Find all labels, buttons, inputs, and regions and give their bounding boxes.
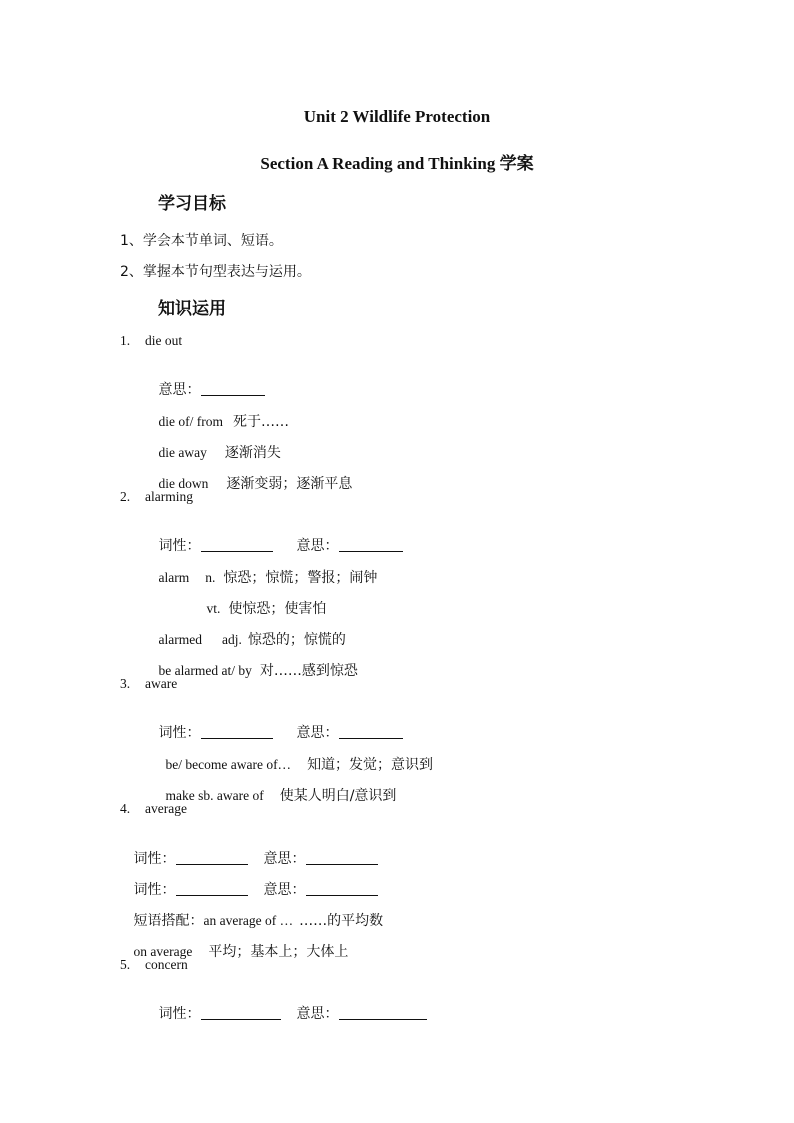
meaning-label: 意思： [263, 882, 306, 898]
answer-blank[interactable] [201, 1005, 281, 1020]
goal-item-1: 1、学会本节单词、短语。 [120, 233, 283, 249]
section-heading-knowledge: 知识运用 [158, 299, 226, 319]
vocab-word: die out [145, 333, 183, 348]
page-subtitle: Section A Reading and Thinking 学案 [260, 154, 534, 173]
vocab-word: concern [145, 957, 188, 972]
answer-blank[interactable] [201, 724, 273, 739]
meaning-label: 意思： [296, 538, 339, 554]
page-title: Unit 2 Wildlife Protection [303, 107, 491, 126]
phrase-en: an average of … [203, 913, 294, 928]
answer-blank[interactable] [201, 381, 265, 396]
answer-blank[interactable] [339, 724, 403, 739]
vocab-word: average [145, 801, 187, 816]
phrase-en: be/ become aware of… [165, 757, 292, 772]
pos-label: 词性： [133, 882, 176, 898]
phrase-en: die away [158, 445, 207, 460]
pos-label: 词性： [133, 851, 176, 867]
pos-label: 词性： [158, 1006, 201, 1022]
phrase-cn: 死于…… [232, 414, 289, 430]
meaning-label: 意思： [296, 725, 339, 741]
pos-meaning-line [145, 987, 427, 1039]
phrase-en: on average [133, 944, 193, 959]
answer-blank[interactable] [339, 1005, 427, 1020]
answer-blank[interactable] [339, 537, 403, 552]
derivative-en: alarm [158, 570, 190, 585]
pos-label: 词性： [158, 725, 201, 741]
phrase-cn: 平均；基本上；大体上 [208, 944, 349, 960]
meaning-label: 意思： [296, 1006, 339, 1022]
derivative-pos: n. [205, 570, 216, 585]
answer-blank[interactable] [201, 537, 273, 552]
item-number: 5. [120, 957, 131, 972]
item-number: 4. [120, 801, 131, 816]
phrase-cn: 逐渐消失 [224, 445, 281, 461]
meaning-label: 意思： [158, 382, 201, 398]
phrase-en: die down [158, 476, 209, 491]
meaning-label: 意思： [263, 851, 306, 867]
derivative-pos: vt. [206, 601, 221, 616]
derivative-cn: 惊恐的；惊慌的 [247, 632, 346, 648]
phrase-cn: ……的平均数 [299, 913, 384, 929]
derivative-cn: 惊恐；惊慌；警报；闹钟 [223, 570, 378, 586]
phrase-en: make sb. aware of [165, 788, 264, 803]
derivative-cn: 使惊恐；使害怕 [228, 601, 327, 617]
pos-label: 词性： [158, 538, 201, 554]
phrase-cn: 逐渐变弱；逐渐平息 [226, 476, 353, 492]
collocation-label: 短语搭配： [133, 913, 204, 929]
phrase-cn: 对……感到惊恐 [259, 663, 358, 679]
vocab-word: alarming [145, 489, 193, 504]
phrase-cn: 使某人明白/意识到 [279, 788, 397, 804]
derivative-en: alarmed [158, 632, 202, 647]
goal-item-2: 2、掌握本节句型表达与运用。 [120, 264, 311, 280]
phrase-en: die of/ from [158, 414, 223, 429]
phrase-line [152, 769, 396, 821]
item-number: 3. [120, 676, 131, 691]
section-heading-goals: 学习目标 [158, 194, 226, 214]
item-number: 1. [120, 333, 131, 348]
item-number: 2. [120, 489, 131, 504]
vocab-word: aware [145, 676, 178, 691]
phrase-cn: 知道；发觉；意识到 [307, 757, 434, 773]
derivative-pos: adj. [221, 632, 242, 647]
phrase-en: be alarmed at/ by [158, 663, 252, 678]
